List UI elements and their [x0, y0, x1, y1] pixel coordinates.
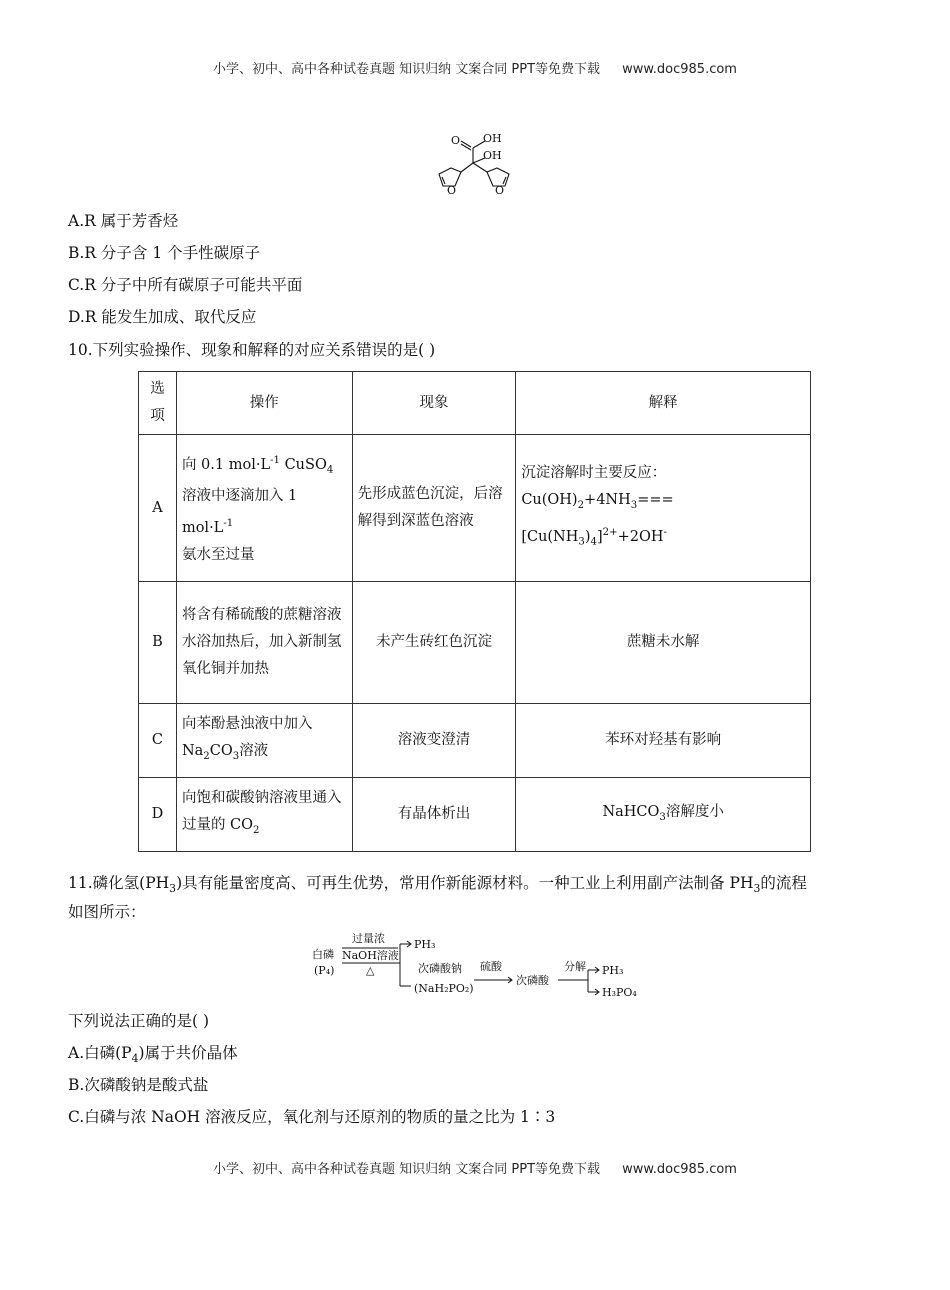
q11-stem-line2: 如图所示： [68, 903, 146, 921]
header-explanation: 解释 [516, 372, 811, 435]
row-a-phenomenon: 先形成蓝色沉淀，后溶解得到深蓝色溶液 [352, 435, 516, 582]
q11-prompt: 下列说法正确的是( ) [68, 1012, 210, 1030]
flow-cond-bot: △ [366, 964, 375, 977]
q10-stem: 10.下列实验操作、现象和解释的对应关系错误的是( ) [68, 341, 436, 359]
page-footer [0, 1158, 950, 1177]
row-b-explanation: 蔗糖未水解 [516, 582, 811, 704]
footer-url[interactable]: www.doc985.com [622, 1162, 737, 1177]
molecule-structure [425, 128, 535, 208]
page-header [0, 58, 950, 77]
q9-option-c: C.R 分子中所有碳原子可能共平面 [68, 276, 303, 294]
row-a-key: A [139, 435, 177, 582]
flow-prod5: H₃PO₄ [602, 986, 637, 999]
q11-option-b: B.次磷酸钠是酸式盐 [68, 1076, 209, 1094]
table-header-row [139, 372, 811, 435]
flow-reagent2: 硫酸 [480, 960, 502, 973]
table-row [139, 704, 811, 778]
mol-label-oh1: OH [483, 132, 502, 145]
flow-cond-top: 过量浓 [352, 932, 385, 945]
row-d-phenomenon: 有晶体析出 [352, 778, 516, 852]
q11-option-c: C.白磷与浓 NaOH 溶液反应，氧化剂与还原剂的物质的量之比为 1∶3 [68, 1108, 556, 1126]
row-c-phenomenon: 溶液变澄清 [352, 704, 516, 778]
flow-start: 白磷 [312, 948, 334, 961]
flow-prod2: 次磷酸钠 [418, 962, 462, 975]
footer-text: 小学、初中、高中各种试卷真题 知识归纳 文案合同 PPT等免费下载 [213, 1162, 601, 1177]
flow-cond-mid: NaOH溶液 [342, 949, 399, 962]
row-b-operation: 将含有稀硫酸的蔗糖溶液水浴加热后，加入新制氢氧化铜并加热 [176, 582, 352, 704]
mol-label-o2: O [447, 184, 457, 197]
flow-reagent3: 分解 [564, 960, 586, 973]
row-a-operation: 向 0.1 $mol\cdot L^{-1}$ CuSO$_4$溶液中逐滴加入 1 $mol\cdot L^{-1}$ 氨水至过量 [176, 435, 352, 582]
flow-start-formula: (P₄) [314, 964, 335, 977]
table-row [139, 778, 811, 852]
q11-flow-diagram [310, 930, 650, 1002]
row-c-key: C [139, 704, 177, 778]
header-phenomenon: 现象 [352, 372, 516, 435]
flow-prod3: 次磷酸 [516, 974, 549, 987]
q9-option-a: A.R 属于芳香烃 [68, 212, 179, 230]
header-text: 小学、初中、高中各种试卷真题 知识归纳 文案合同 PPT等免费下载 [213, 62, 601, 77]
row-d-key: D [139, 778, 177, 852]
row-c-operation: 向苯酚悬浊液中加入 $Na_2CO_3$溶液 [176, 704, 352, 778]
header-url[interactable]: www.doc985.com [622, 62, 737, 77]
row-d-operation: 向饱和碳酸钠溶液里通入过量的 $CO_2$ [176, 778, 352, 852]
row-c-explanation: 苯环对羟基有影响 [516, 704, 811, 778]
row-b-phenomenon: 未产生砖红色沉淀 [352, 582, 516, 704]
header-operation: 操作 [176, 372, 352, 435]
mol-label-o1: O [451, 134, 461, 147]
mol-label-o3: O [495, 184, 505, 197]
q11-stem: 11.磷化氢$(PH_3)$具有能量密度高、可再生优势，常用作新能源材料。一种工业上利用副产法制备 $PH_3$的流程 [68, 874, 807, 896]
row-b-key: B [139, 582, 177, 704]
row-d-explanation: NaHCO$_3$溶解度小 [516, 778, 811, 852]
q11-option-a: A.白磷$(P_4)$属于共价晶体 [68, 1044, 238, 1066]
flow-prod4: PH₃ [602, 964, 624, 977]
q9-option-d: D.R 能发生加成、取代反应 [68, 308, 257, 326]
mol-label-oh2: OH [483, 149, 502, 162]
table-row [139, 582, 811, 704]
table-row [139, 435, 811, 582]
flow-prod1: PH₃ [414, 938, 436, 951]
q10-table [138, 371, 811, 852]
q9-option-b: B.R 分子含 1 个手性碳原子 [68, 244, 261, 262]
header-option: 选项 [139, 372, 177, 435]
row-a-explanation: 沉淀溶解时主要反应： $Cu(OH)_2+4NH_3===[Cu(NH_3)_4]^{2+}+2OH^-$ [516, 435, 811, 582]
flow-prod2-formula: (NaH₂PO₂) [414, 982, 474, 995]
